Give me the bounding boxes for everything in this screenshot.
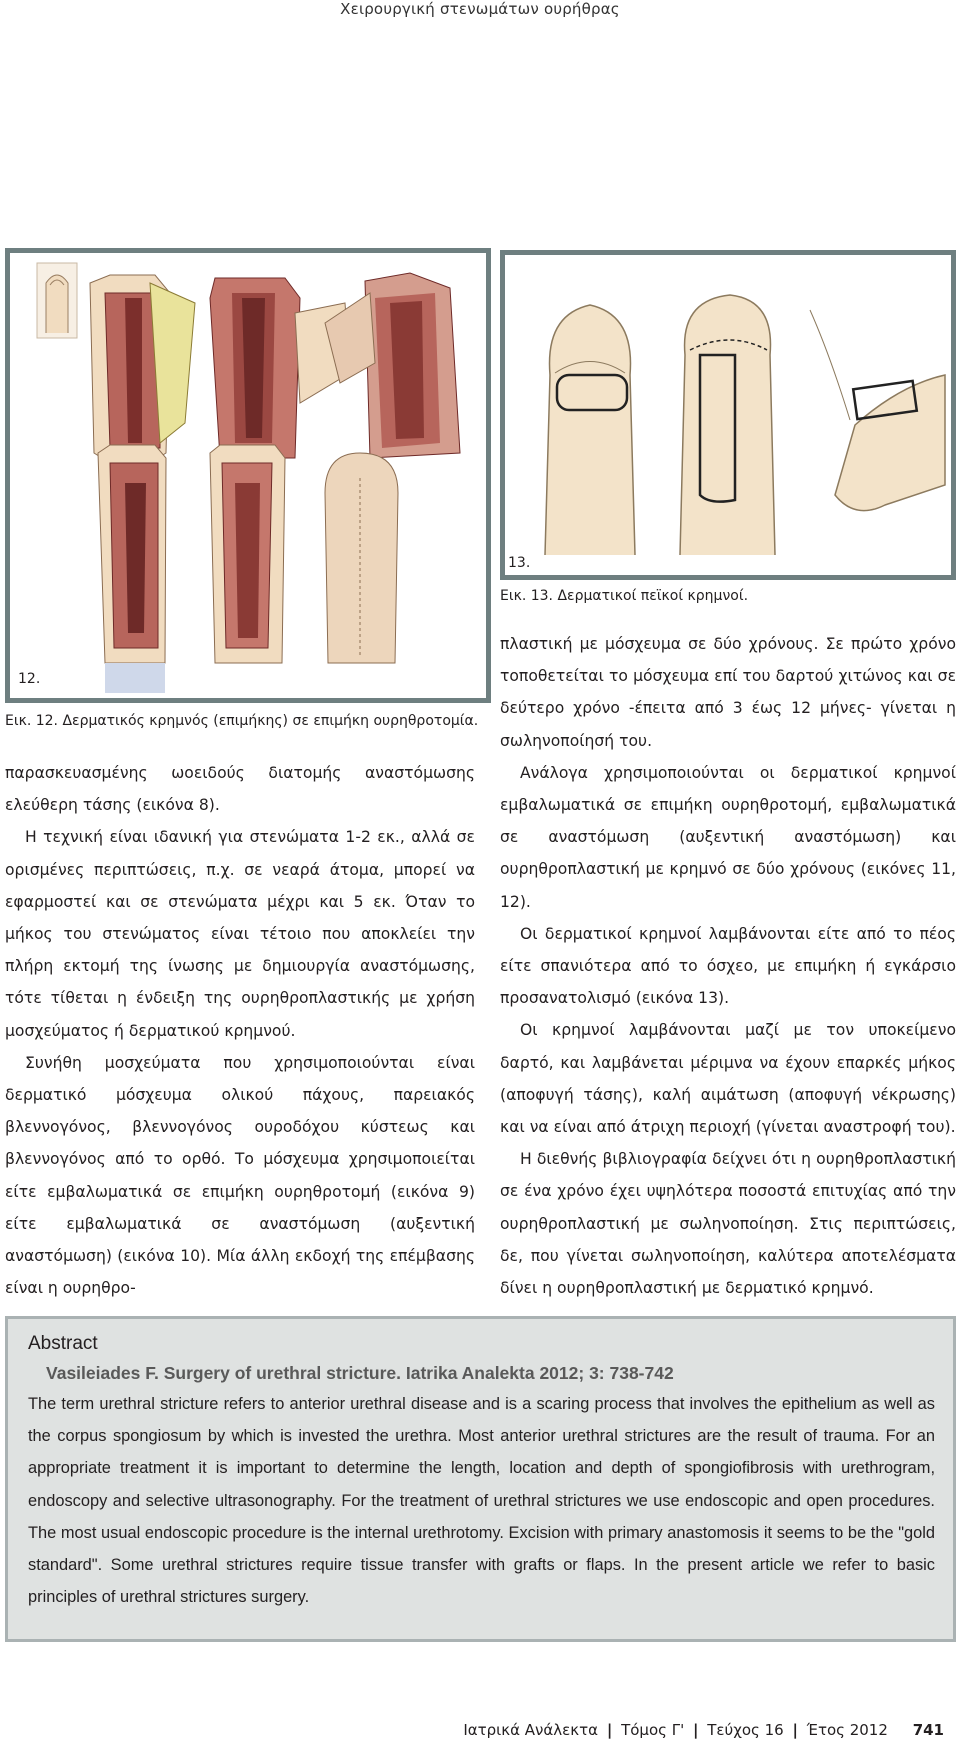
abstract-body: The term urethral stricture refers to anterior urethral disease and is a scaring process that involves the epithelium as well as the corpus spongiosum by which is invested the urethra. Most anterior urethral strictures are the result of trauma. For an appropriate treatment it is important to determine the length, location and depth of spongiofibrosis with urethrogram, endoscopy and selective ultrasonography. For the treatment of urethral strictures we use endoscopic and open procedures. The most usual endoscopic procedure is the internal urethrotomy. Excision with primary anastomosis it seems to be the "gold standard". Some urethral strictures require tissue transfer with grafts or flaps. In the present article we refer to basic principles of urethral strictures surgery.: [28, 1395, 935, 1607]
footer-year: Έτος 2012: [806, 1721, 888, 1739]
figure-13-number: 13.: [508, 555, 531, 571]
figure-13: [500, 250, 956, 580]
figure-13-caption: Εικ. 13. Δερματικοί πεϊκοί κρημνοί.: [500, 588, 749, 604]
abstract-title: Abstract: [28, 1333, 98, 1354]
figure-12-number: 12.: [18, 671, 41, 687]
page-footer: [463, 1721, 944, 1739]
fig13-penis-1: [545, 305, 635, 555]
right-paragraph-1: πλαστική με μόσχευμα σε δύο χρόνους. Σε πρώτο χρόνο τοποθετείται το μόσχευμα επί του δαρτού χιτώνος και σε δεύτερο χρόνο -έπειτα από 3 έως 12 μήνες- γίνεται η σωληνοποίησή του.: [500, 635, 956, 750]
fig12-panel-c: [325, 273, 460, 458]
left-paragraph-1: παρασκευασμένης ωοειδούς διατομής αναστόμωσης ελεύθερη τάσης (εικόνα 8).: [5, 764, 475, 815]
footer-separator: |: [692, 1721, 699, 1739]
figure-12: [5, 248, 491, 703]
abstract-reference: Vasileiades F. Surgery of urethral stricture. Iatrika Analekta 2012; 3: 738-742: [46, 1363, 674, 1383]
left-paragraph-3: Συνήθη μοσχεύματα που χρησιμοποιούνται είναι δερματικό μόσχευμα ολικού πάχους, παρειακός βλεννογόνος, βλεννογόνος ουροδόχου κύστεως και βλεννογόνος από το ορθό. Το μόσχευμα χρησιμοποιείται είτε εμβαλωματικά σε επιμήκη ουρηθροτομή (εικόνα 9) είτε εμβαλωματικά σε αναστόμωση (αυξεντική αναστόμωση) (εικόνα 10). Μία άλλη εκδοχή της επέμβασης είναι η ουρηθρο-: [5, 1053, 475, 1298]
abstract-box: [5, 1316, 956, 1642]
figure-13-illustration: [505, 255, 951, 575]
right-column: [500, 628, 956, 1304]
footer-issue: Τεύχος 16: [707, 1721, 784, 1739]
fig13-penis-2: [680, 295, 775, 555]
page-number: 741: [912, 1721, 944, 1739]
footer-journal: Ιατρικά Ανάλεκτα: [463, 1721, 599, 1739]
left-column: [5, 757, 475, 1304]
fig12-panel-e: [210, 445, 285, 663]
footer-volume: Τόμος Γ': [621, 1721, 685, 1739]
fig12-panel-a: [90, 275, 195, 463]
fig12-panel-d: [98, 445, 166, 693]
running-head: Χειρουργική στενωμάτων ουρήθρας: [340, 0, 620, 18]
right-paragraph-5: Η διεθνής βιβλιογραφία δείχνει ότι η ουρηθροπλαστική σε ένα χρόνο έχει υψηλότερα ποσοστά επιτυχίας από την ουρηθροπλαστική με σωληνοποίηση. Στις περιπτώσεις, δε, που γίνεται σωληνοποίηση, καλύτερα αποτελέσματα δίνει η ουρηθροπλαστική με δερματικό κρημνό.: [500, 1150, 956, 1298]
right-paragraph-2: Ανάλογα χρησιμοποιούνται οι δερματικοί κρημνοί εμβαλωματικά σε επιμήκη ουρηθροτομή, εμβαλωματικά σε αναστόμωση (αυξεντική αναστόμωση) και ουρηθροπλαστική με κρημνό σε δύο χρόνους (εικόνες 11, 12).: [500, 763, 956, 911]
fig12-inset: [37, 263, 77, 338]
left-paragraph-2: Η τεχνική είναι ιδανική για στενώματα 1-2 εκ., αλλά σε ορισμένες περιπτώσεις, π.χ. σε νεαρά άτομα, μπορεί να εφαρμοστεί και σε στενώματα μέχρι και 5 εκ. Όταν το μήκος του στενώματος είναι τέτοιο που αποκλείει την πλήρη εκτομή της ίνωσης με δημιουργία αναστόμωσης, τότε τίθεται η ένδειξη της ουρηθροπλαστικής με χρήση μοσχεύματος ή δερματικού κρημνού.: [5, 828, 475, 1040]
footer-separator: |: [606, 1721, 613, 1739]
right-paragraph-3: Οι δερματικοί κρημνοί λαμβάνονται είτε από το πέος είτε σπανιότερα από το όσχεο, με επιμήκη ή εγκάρσιο προσανατολισμό (εικόνα 13).: [500, 924, 956, 1008]
fig12-panel-b: [210, 278, 350, 458]
figure-12-caption: Εικ. 12. Δερματικός κρημνός (επιμήκης) σε επιμήκη ουρηθροτομία.: [5, 713, 479, 729]
fig13-penis-3: [810, 310, 945, 511]
footer-separator: |: [792, 1721, 798, 1739]
fig12-panel-f: [325, 453, 398, 663]
right-paragraph-4: Οι κρημνοί λαμβάνονται μαζί με τον υποκείμενο δαρτό, και λαμβάνεται μέριμνα να έχουν επαρκές μήκος (αποφυγή τάσης), καλή αιμάτωση (αποφυγή νέκρωσης) και να είναι από άτριχη περιοχή (γίνεται αναστροφή του).: [500, 1021, 956, 1137]
figure-12-illustration: [10, 253, 486, 698]
